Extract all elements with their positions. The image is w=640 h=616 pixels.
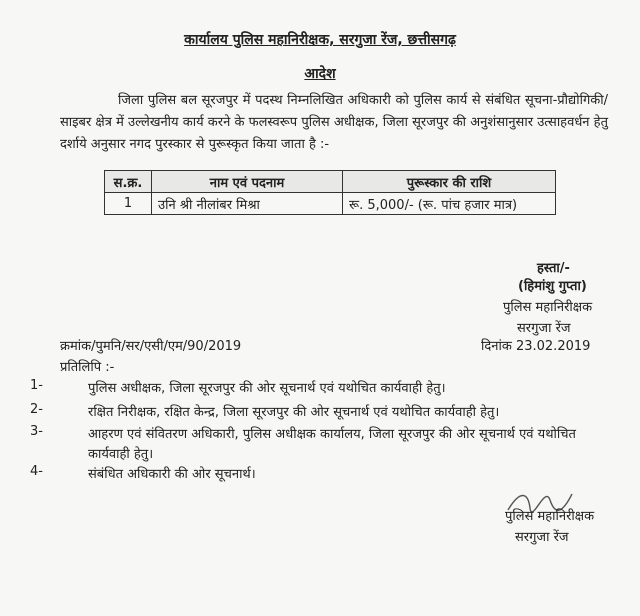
list-item-number: 1- xyxy=(30,378,43,393)
list-item-number: 4- xyxy=(30,464,43,479)
list-item: संबंधित अधिकारी की ओर सूचनार्थ। xyxy=(88,467,256,482)
signatory-name: (हिमांशु गुप्ता) xyxy=(518,279,587,294)
header-amount: पुरूस्कार की राशि xyxy=(343,171,556,193)
order-title: आदेश xyxy=(304,66,336,82)
list-item: आहरण एवं संवितरण अधिकारी, पुलिस अधीक्षक कार्यालय, जिला सूरजपुर की ओर सूचनार्थ एवं यथोचित xyxy=(88,427,576,442)
header-name: नाम एवं पदनाम xyxy=(152,171,343,193)
cell-serial: 1 xyxy=(105,193,152,215)
bottom-designation: पुलिस महानिरीक्षक xyxy=(505,509,595,524)
award-table xyxy=(104,170,556,215)
cell-name: उनि श्री नीलांबर मिश्रा xyxy=(152,193,343,215)
bottom-range: सरगुजा रेंज xyxy=(515,530,569,545)
list-item-number: 3- xyxy=(30,424,43,439)
order-paragraph: जिला पुलिस बल सूरजपुर में पदस्थ निम्नलिखित अधिकारी को पुलिस कार्य से संबंधित सूचना-प्रौद्योगिकी/साइबर क्षेत्र में उल्लेखनीय कार्य करने के फलस्वरूप पुलिस अधीक्षक, जिला सूरजपुर की अनुशंसानुसार उत्साहवर्धन हेतु दर्शाये अनुसार नगद पुरस्कार से पुरूस्कृत किया जाता है :- xyxy=(60,93,608,152)
reference-number: क्रमांक/पुमनि/सर/एसी/एम/90/2019 xyxy=(60,339,242,354)
table-header-row xyxy=(105,171,556,193)
list-item-continued: कार्यवाही हेतु। xyxy=(88,447,154,462)
office-title: कार्यालय पुलिस महानिरीक्षक, सरगुजा रेंज, छत्तीसगढ़ xyxy=(184,32,456,48)
list-item: पुलिस अधीक्षक, जिला सूरजपुर की ओर सूचनार्थ एवं यथोचित कार्यवाही हेतु। xyxy=(88,381,446,396)
list-item-number: 2- xyxy=(30,402,43,417)
signatory-designation: पुलिस महानिरीक्षक xyxy=(503,300,593,315)
reference-date: दिनांक 23.02.2019 xyxy=(481,339,591,354)
copy-to-label: प्रतिलिपि :- xyxy=(60,360,115,375)
header-serial: स.क्र. xyxy=(105,171,152,193)
list-item: रक्षित निरीक्षक, रक्षित केन्द्र, जिला सूरजपुर की ओर सूचनार्थ एवं यथोचित कार्यवाही हेतु। xyxy=(88,405,500,420)
cell-amount: रू. 5,000/- (रू. पांच हजार मात्र) xyxy=(343,193,556,215)
signatory-range: सरगुजा रेंज xyxy=(517,321,571,336)
signed-mark: हस्ता/- xyxy=(537,261,570,276)
table-row xyxy=(105,193,556,215)
